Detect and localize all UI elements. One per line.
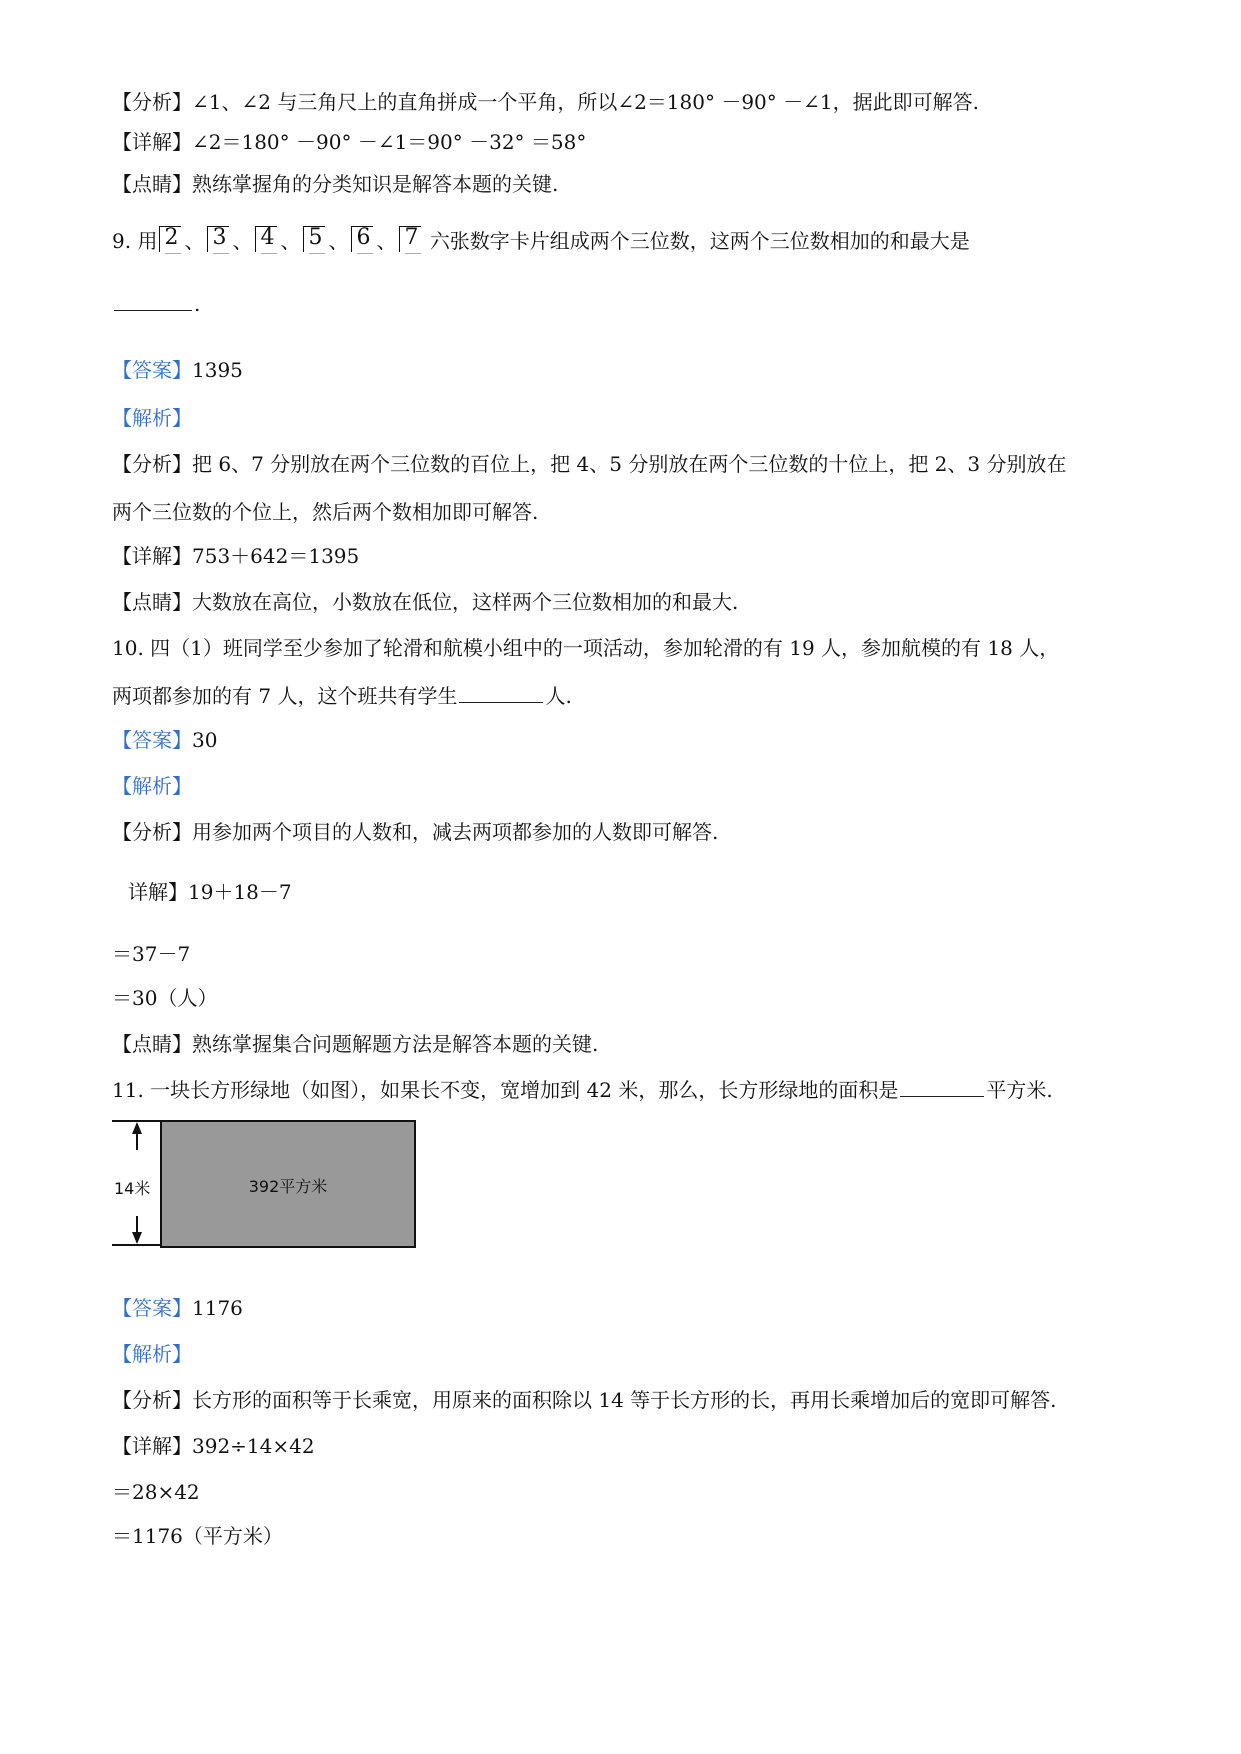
detail-line: 【详解】753＋642＝1395 [112, 544, 360, 568]
answer-label: 【答案】 [112, 358, 192, 382]
separator: 、 [184, 229, 205, 253]
rectangle-figure [112, 1120, 418, 1252]
area-label: 392平方米 [248, 1177, 328, 1196]
card-number: 7 [404, 225, 419, 250]
detail-line: 【详解】∠2＝180° －90° －∠1＝90° －32° ＝58° [112, 130, 587, 154]
question-9-suffix: 六张数字卡片组成两个三位数，这两个三位数相加的和最大是 [429, 229, 970, 253]
answer-line [112, 356, 243, 384]
answer-blank [459, 682, 543, 703]
answer-blank [900, 1076, 984, 1097]
question-text: 11. 一块长方形绿地（如图），如果长不变，宽增加到 42 米，那么，长方形绿地的面积是 [112, 1078, 899, 1102]
question-10-cont [112, 682, 572, 710]
question-9-prefix: 9. 用 [112, 229, 158, 253]
question-text: 人. [545, 684, 572, 708]
step-line: ＝1176（平方米） [112, 1524, 283, 1548]
question-9 [112, 226, 970, 255]
separator: 、 [232, 229, 253, 253]
analysis-line: 【分析】∠1、∠2 与三角尺上的直角拼成一个平角，所以∠2＝180° －90° －∠1，据此即可解答. [112, 90, 979, 114]
answer-label: 【答案】 [112, 1296, 192, 1320]
question-11 [112, 1076, 1053, 1104]
green-area-rectangle [160, 1120, 416, 1248]
solution-label: 【解析】 [112, 774, 192, 798]
separator: 、 [328, 229, 349, 253]
card-number: 3 [212, 225, 227, 250]
card-number: 5 [308, 225, 323, 250]
card-number: 4 [260, 225, 275, 250]
step-line: ＝37－7 [112, 942, 191, 966]
solution-label: 【解析】 [112, 1342, 192, 1366]
number-card-2 [159, 226, 181, 254]
separator: 、 [280, 229, 301, 253]
detail-line: 详解】19＋18－7 [128, 880, 292, 904]
solution-label: 【解析】 [112, 406, 192, 430]
tip-line: 【点睛】熟练掌握集合问题解题方法是解答本题的关键. [112, 1032, 599, 1056]
number-card-7 [399, 226, 421, 254]
answer-value: 30 [192, 728, 218, 752]
number-card-3 [207, 226, 229, 254]
step-line: ＝28×42 [112, 1480, 200, 1504]
number-card-5 [303, 226, 325, 254]
analysis-line-cont: 两个三位数的个位上，然后两个数相加即可解答. [112, 500, 539, 524]
analysis-line: 【分析】用参加两个项目的人数和，减去两项都参加的人数即可解答. [112, 820, 719, 844]
width-label: 14米 [114, 1179, 151, 1198]
number-card-4 [255, 226, 277, 254]
number-card-6 [351, 226, 373, 254]
tip-line: 【点睛】大数放在高位，小数放在低位，这样两个三位数相加的和最大. [112, 590, 739, 614]
step-line: ＝30（人） [112, 986, 218, 1010]
question-text: 两项都参加的有 7 人，这个班共有学生 [112, 684, 458, 708]
answer-blank [114, 290, 192, 311]
card-number: 6 [356, 225, 371, 250]
tip-line: 【点睛】熟练掌握角的分类知识是解答本题的关键. [112, 172, 559, 196]
separator: 、 [376, 229, 397, 253]
question-text: 平方米. [986, 1078, 1053, 1102]
answer-line [112, 726, 217, 754]
blank-end: . [194, 292, 201, 316]
answer-line [112, 1294, 243, 1322]
answer-value: 1176 [192, 1296, 243, 1320]
question-10: 10. 四（1）班同学至少参加了轮滑和航模小组中的一项活动，参加轮滑的有 19 人，参加航模的有 18 人， [112, 636, 1060, 660]
answer-blank-line [112, 290, 200, 318]
detail-line: 【详解】392÷14×42 [112, 1434, 315, 1458]
analysis-line: 【分析】把 6、7 分别放在两个三位数的百位上，把 4、5 分别放在两个三位数的十位上，把 2、3 分别放在 [112, 452, 1067, 476]
analysis-line: 【分析】长方形的面积等于长乘宽，用原来的面积除以 14 等于长方形的长，再用长乘增加后的宽即可解答. [112, 1388, 1057, 1412]
answer-label: 【答案】 [112, 728, 192, 752]
answer-value: 1395 [192, 358, 243, 382]
card-number: 2 [164, 225, 179, 250]
